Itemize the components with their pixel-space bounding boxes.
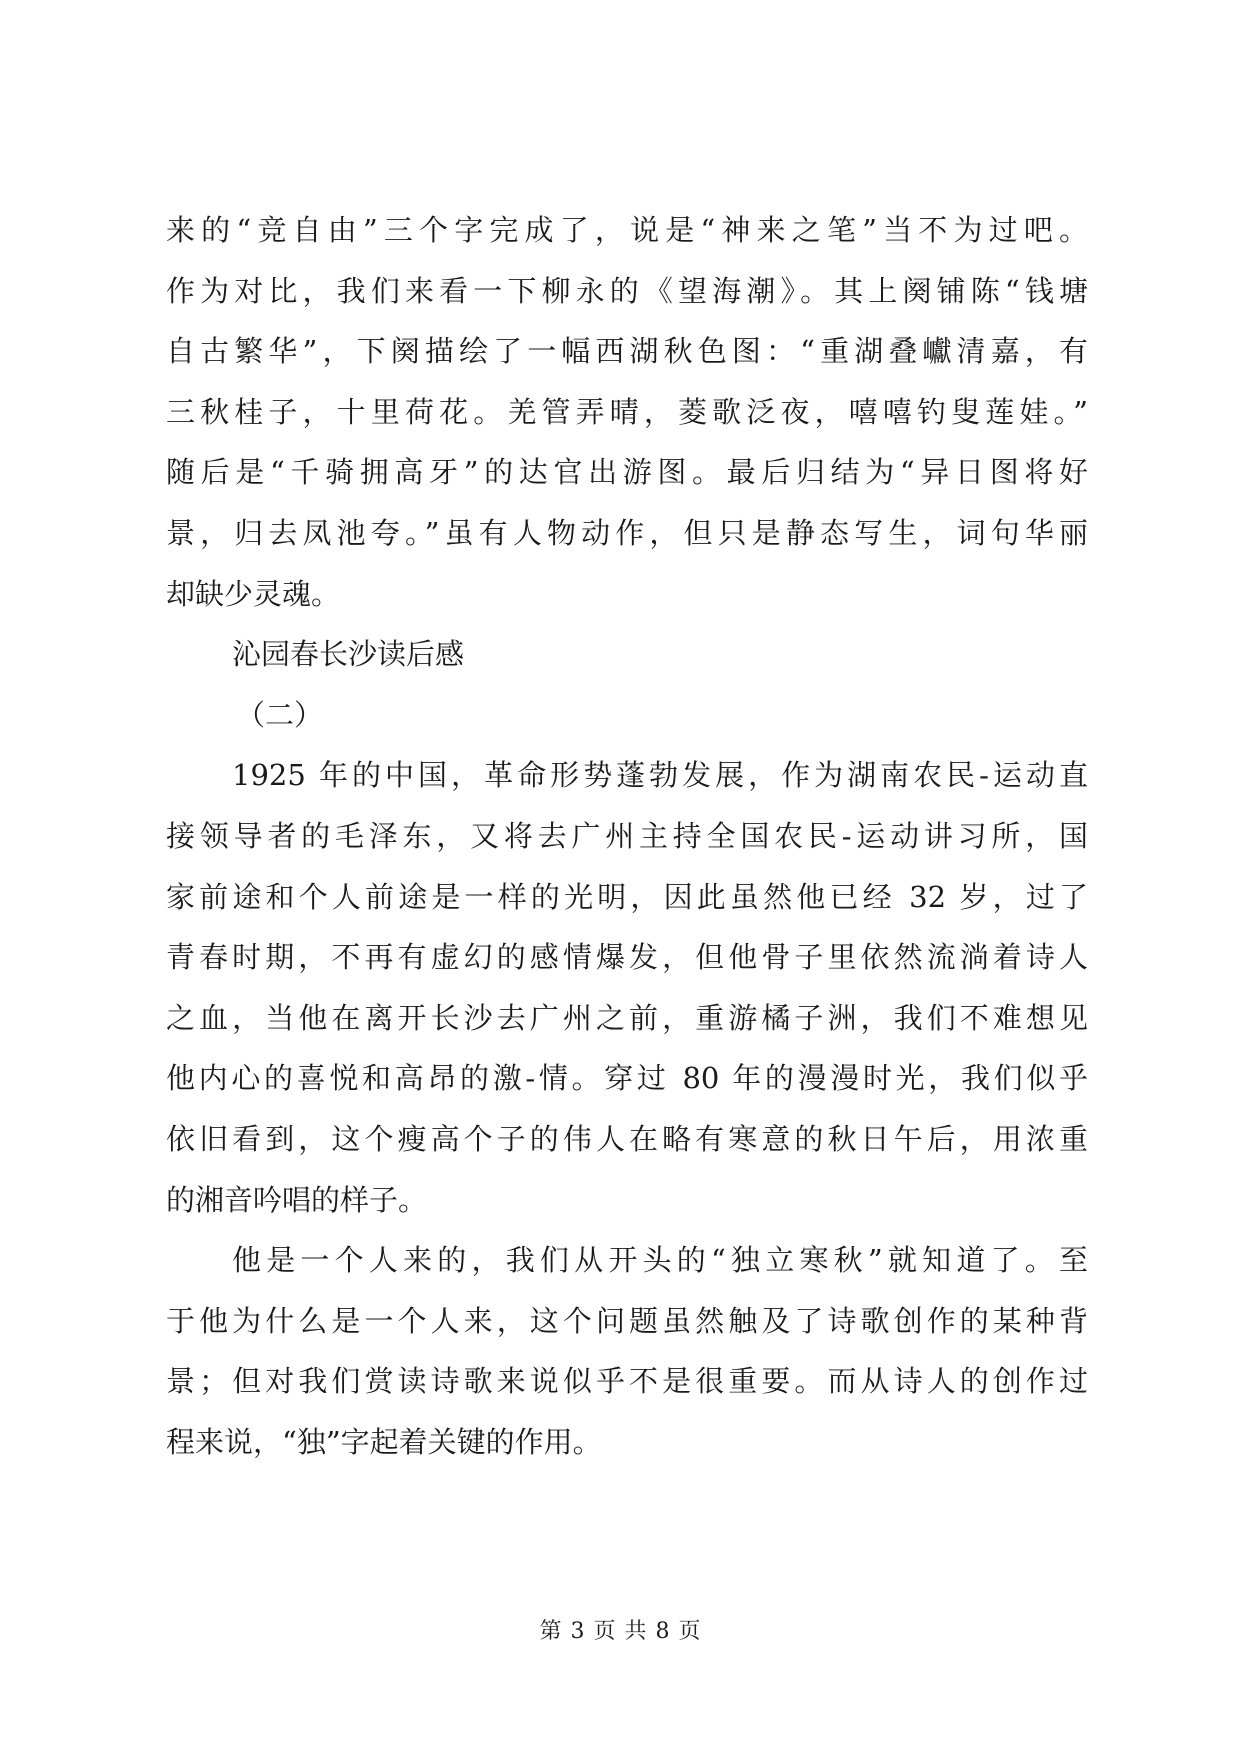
text-line: 于他为什么是一个人来，这个问题虽然触及了诗歌创作的某种背: [166, 1303, 1088, 1338]
text-line: 他内心的喜悦和高昂的激-情。穿过 80 年的漫漫时光，我们似乎: [166, 1061, 1088, 1096]
text-line: 景，归去凤池夸。”虽有人物动作，但只是静态写生，词句华丽: [166, 515, 1088, 550]
text-line: 他是一个人来的，我们从开头的“独立寒秋”就知道了。至: [232, 1243, 1088, 1278]
text-line: 之血，当他在离开长沙去广州之前，重游橘子洲，我们不难想见: [166, 1000, 1088, 1035]
text-line: 却缺少灵魂。: [166, 576, 341, 611]
text-line: 1925 年的中国，革命形势蓬勃发展，作为湖南农民-运动直: [232, 758, 1088, 793]
text-line: 接领导者的毛泽东，又将去广州主持全国农民-运动讲习所，国: [166, 818, 1088, 853]
section-title: 沁园春长沙读后感: [232, 637, 465, 672]
text-line: 作为对比，我们来看一下柳永的《望海潮》。其上阕铺陈“钱塘: [166, 273, 1088, 308]
text-line: 依旧看到，这个瘦高个子的伟人在略有寒意的秋日午后，用浓重: [166, 1121, 1088, 1156]
text-line: 景；但对我们赏读诗歌来说似乎不是很重要。而从诗人的创作过: [166, 1364, 1088, 1399]
text-line: 自古繁华”，下阕描绘了一幅西湖秋色图：“重湖叠巘清嘉，有: [166, 334, 1088, 369]
text-line: 的湘音吟唱的样子。: [166, 1182, 428, 1217]
text-line: 三秋桂子，十里荷花。羌管弄晴，菱歌泛夜，嘻嘻钓叟莲娃。”: [166, 394, 1088, 429]
text-line: 青春时期，不再有虚幻的感情爆发，但他骨子里依然流淌着诗人: [166, 940, 1088, 975]
text-line: 家前途和个人前途是一样的光明，因此虽然他已经 32 岁，过了: [166, 879, 1088, 914]
page-number: 第 3 页 共 8 页: [539, 1619, 702, 1644]
body-text: [166, 200, 1088, 1472]
section-number: （二）: [236, 697, 324, 732]
text-line: 程来说，“独”字起着关键的作用。: [166, 1424, 602, 1459]
page-footer: [0, 1614, 1241, 1645]
text-line: 随后是“千骑拥高牙”的达官出游图。最后归结为“异日图将好: [166, 455, 1088, 490]
text-line: 来的“竞自由”三个字完成了，说是“神来之笔”当不为过吧。: [166, 213, 1088, 247]
